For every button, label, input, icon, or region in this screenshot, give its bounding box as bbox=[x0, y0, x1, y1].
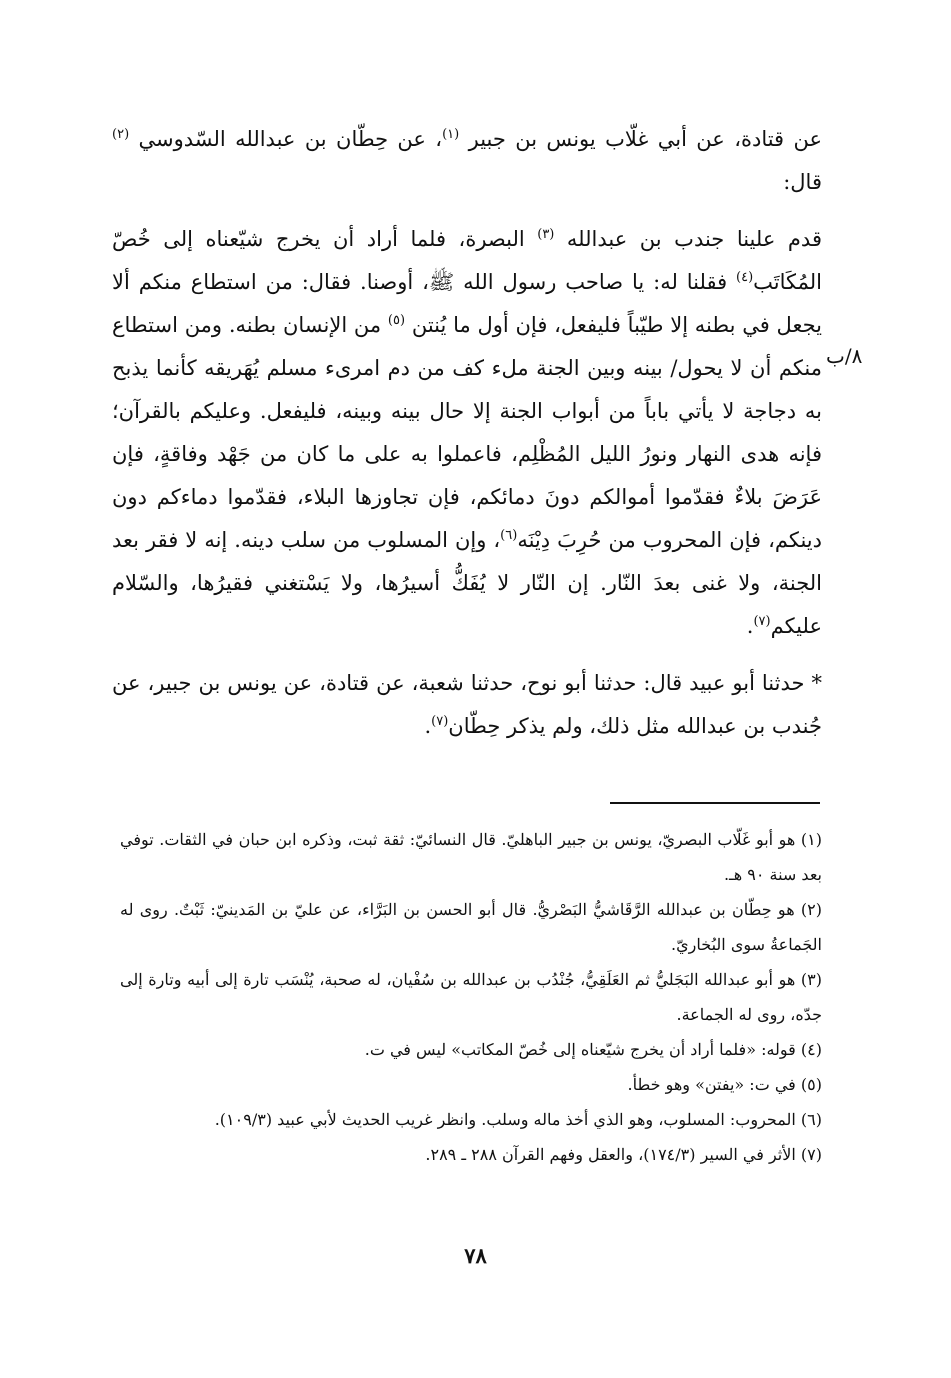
footnote-ref[interactable]: (٦) bbox=[500, 528, 518, 543]
footnote: (٧) الأثر في السير (١٧٤/٣)، والعقل وفهم القرآن ٢٨٨ ـ ٢٨٩. bbox=[425, 1145, 822, 1164]
footnotes bbox=[120, 822, 822, 1172]
text-run: من الإنسان بطنه. ومن استطاع منكم أن لا يحول/ بينه وبين الجنة ملء كف من دم امرىء مسلم يُهَريقه كأنما يذبح به دجاجة لا يأتي باباً من أبواب الجنة إلا حال بينه وبينه، فليفعل. وعليكم بالقرآن؛ فإنه هدى النهار ونورُ الليل المُظْلِم، فاعملوا به على ما كان من جَهْد وفاقةٍ، فإن عَرَضَ بلاءٌ فقدّموا أموالكم دونَ دمائكم، فإن تجاوزها البلاء، فقدّموا دماءكم دون دينكم، فإن المحروب من حُرِبَ دِيْنَه bbox=[112, 313, 822, 552]
main-text bbox=[112, 118, 822, 762]
footnote: (١) هو أبو غَلّاب البصريّ، يونس بن جبير الباهليّ. قال النسائيّ: ثقة ثبت، وذكره ابن حبان في الثقات. توفي بعد سنة ٩٠ هـ. bbox=[120, 830, 823, 884]
manuscript-folio-marker: ٨/ب bbox=[826, 344, 863, 368]
text-run: فقلنا له: يا صاحب رسول الله ﷺ، أوصنا. فقال: من استطاع منكم ألا يجعل في بطنه إلا طيّباً فليفعل، فإن أول ما يُنتن bbox=[112, 270, 822, 337]
paragraph-second-chain bbox=[112, 662, 822, 748]
footnote-ref[interactable]: (٧) bbox=[431, 714, 449, 729]
text-run: ، وإن المسلوب من سلب دينه. إنه لا فقر بعد الجنة، ولا غنى بعدَ النّار. إن النّار لا يُفَكُّ أسيرُها، ولا يَسْتغني فقيرُها، والسّلام عليكم bbox=[112, 528, 822, 638]
text-run: قدم علينا جندب بن عبدالله bbox=[554, 227, 822, 251]
text-run: البصرة، فلما أراد أن يخرج شيّعناه إلى خُصّ المُكَاتَب bbox=[112, 227, 822, 294]
paragraph-isnad bbox=[112, 118, 822, 204]
footnote-ref[interactable]: (٥) bbox=[387, 313, 406, 328]
footnote: (٣) هو أبو عبدالله البَجَليُّ ثم العَلَقِيُّ، جُنْدُب بن عبدالله بن سُفْيان، له صحبة، يُنْسَب تارة إلى أبيه وتارة إلى جدّه، روى له الجماعة. bbox=[120, 970, 822, 1024]
text-run: * حدثنا أبو عبيد قال: حدثنا أبو نوح، حدثنا شعبة، عن قتادة، عن يونس بن جبير، عن جُندب بن عبدالله مثل ذلك، ولم يذكر حِطّان bbox=[112, 671, 822, 738]
page-number: ٧٨ bbox=[464, 1243, 487, 1268]
text-run: . bbox=[424, 714, 432, 738]
footnote-ref[interactable]: (١) bbox=[442, 127, 460, 142]
text-run: . bbox=[746, 614, 754, 638]
footnote: (٥) في ت: «يفتن» وهو خطأ. bbox=[627, 1075, 822, 1094]
footnote-ref[interactable]: (٤) bbox=[736, 270, 754, 285]
footnote-ref[interactable]: (٧) bbox=[753, 614, 771, 629]
paragraph-narration bbox=[112, 218, 822, 648]
footnote: (٦) المحروب: المسلوب، وهو الذي أخذ ماله وسلب. وانظر غريب الحديث لأبي عبيد (١٠٩/٣). bbox=[214, 1110, 822, 1129]
text-run: قال: bbox=[783, 170, 822, 194]
text-run: عن قتادة، عن أبي غلّاب يونس بن جبير bbox=[459, 127, 822, 151]
footnote: (٤) قوله: «فلما أراد أن يخرج شيّعناه إلى خُصّ المكاتب» ليس في ت. bbox=[364, 1040, 822, 1059]
text-run: ، عن حِطّان بن عبدالله السّدوسي bbox=[129, 127, 443, 151]
footnote-separator bbox=[610, 802, 820, 804]
footnote: (٢) هو حِطّان بن عبدالله الرَّقَاشيُّ البَصْريُّ. قال أبو الحسن بن البَرَّاء، عن عليّ بن المَدينيّ: ثَبْتٌ. روى له الجَماعةُ سوى البُخاريّ. bbox=[120, 900, 822, 954]
footnote-ref[interactable]: (٣) bbox=[537, 227, 555, 242]
footnote-ref[interactable]: (٢) bbox=[112, 127, 130, 142]
